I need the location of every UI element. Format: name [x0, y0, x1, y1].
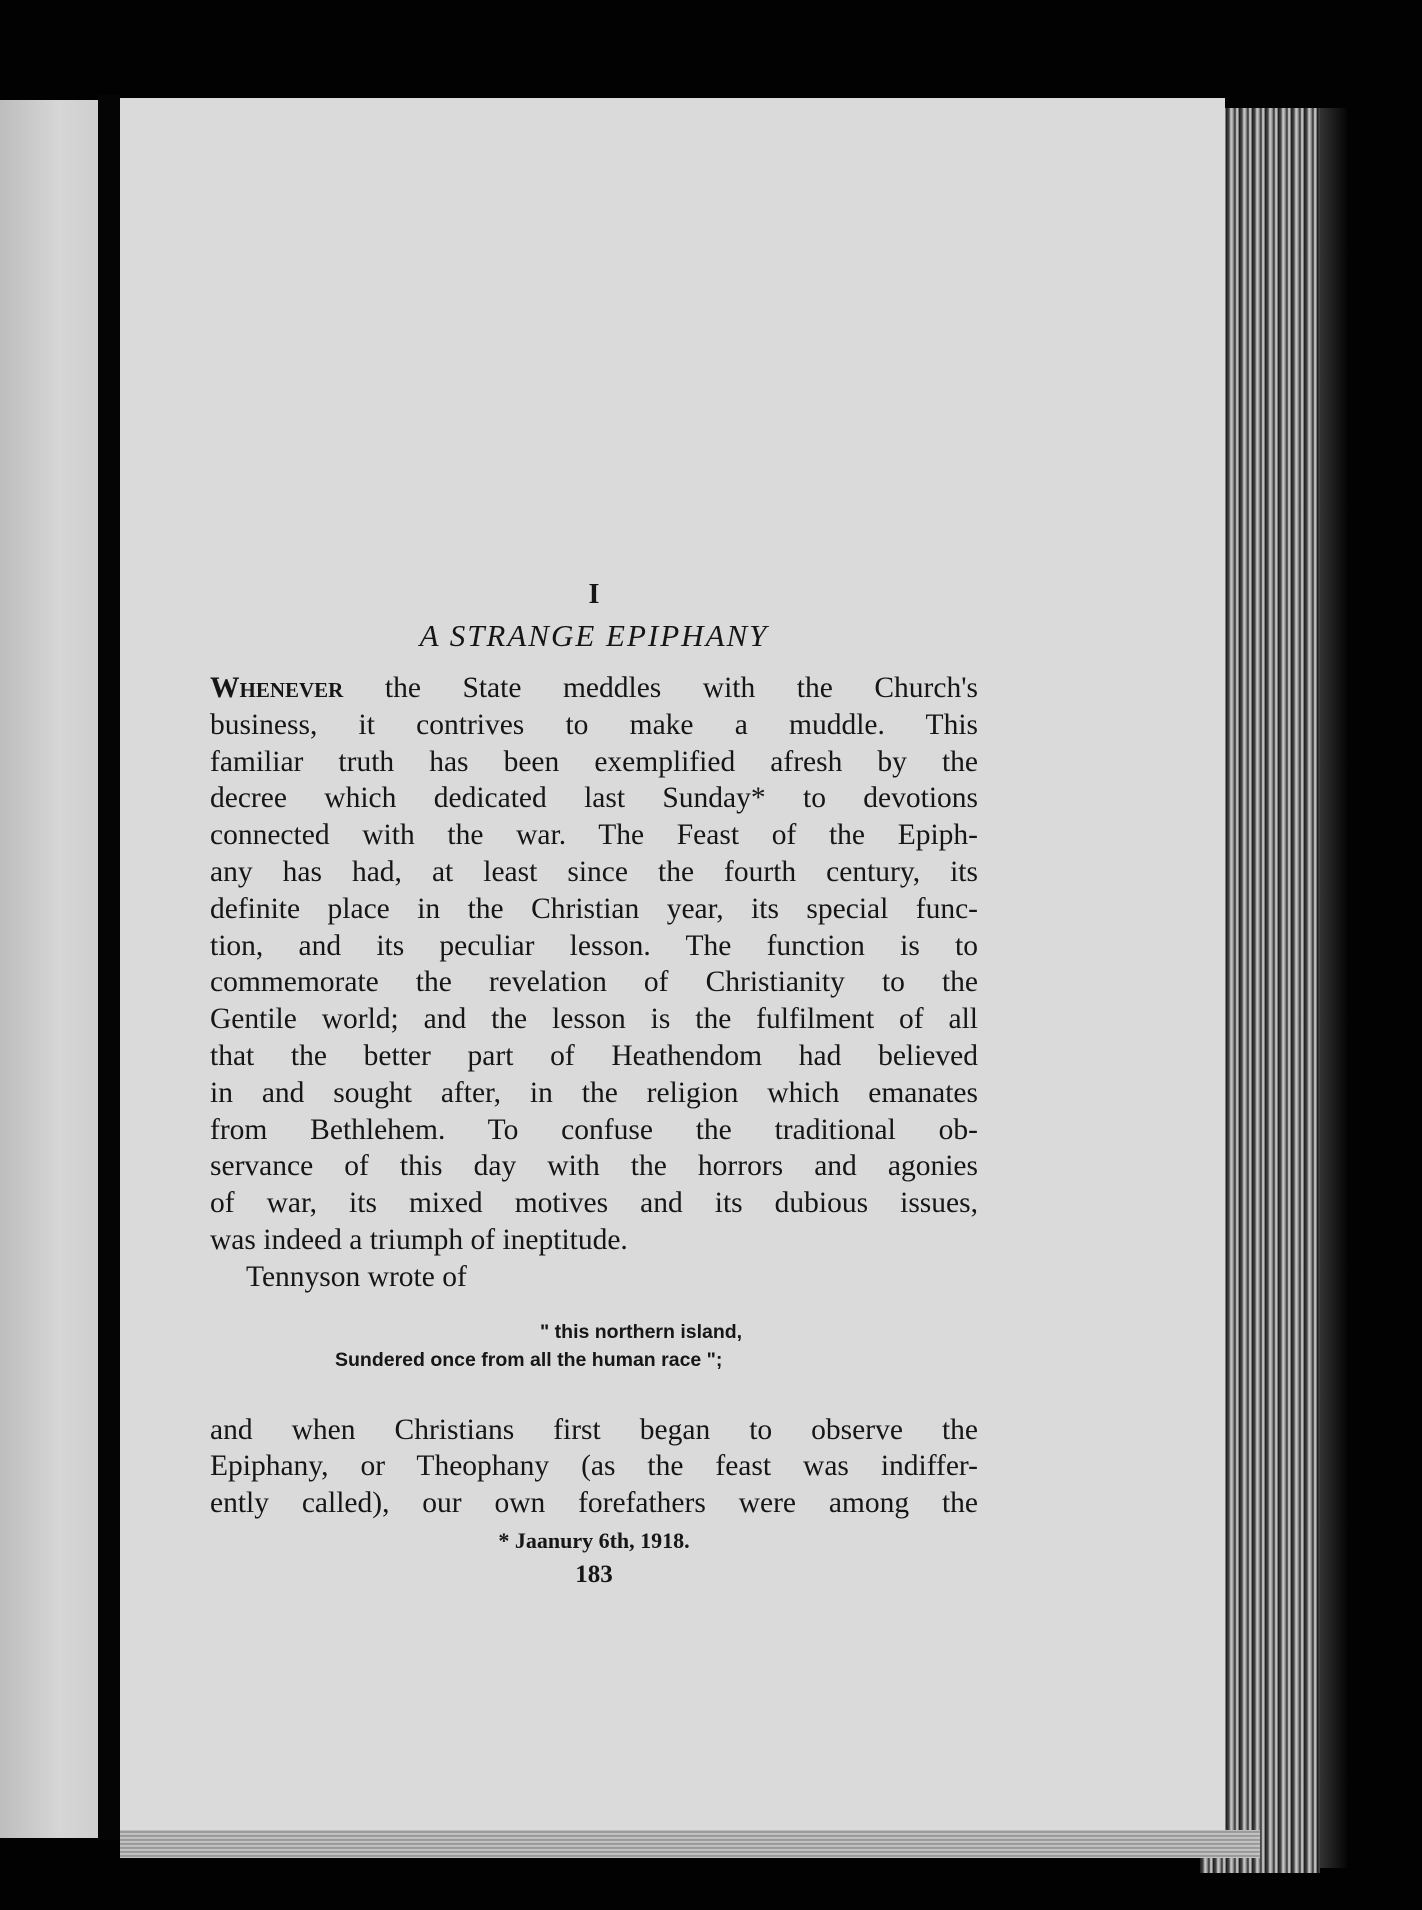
text-line: from Bethlehem. To confuse the traditional ob- — [210, 1113, 978, 1146]
lead-word: Whenever — [210, 672, 344, 704]
previous-page-edge — [0, 100, 98, 1838]
text-line-part: the State meddles with the Church's — [343, 672, 978, 704]
text-line: and when Christians first began to observe the — [210, 1413, 978, 1446]
footnote: * Jaanury 6th, 1918. — [498, 1527, 690, 1553]
text-line: business, it contrives to make a muddle. This — [210, 708, 978, 741]
text-line: tion, and its peculiar lesson. The function is to — [210, 929, 978, 962]
chapter-number: I — [588, 579, 600, 610]
book-gutter — [98, 95, 120, 1840]
text-line: connected with the war. The Feast of the Epiph- — [210, 819, 978, 852]
chapter-title: A STRANGE EPIPHANY — [419, 618, 769, 653]
paragraph-3 — [210, 1412, 978, 1522]
book-edge-shadow — [1320, 108, 1350, 1868]
text-line: familiar truth has been exemplified afresh by the — [210, 745, 978, 778]
text-line: ently called), our own forefathers were among the — [210, 1487, 978, 1520]
text-line: was indeed a triumph of ineptitude. — [210, 1223, 628, 1256]
paragraph-2: Tennyson wrote of — [246, 1260, 467, 1293]
text-line: servance of this day with the horrors and agonies — [210, 1150, 978, 1183]
page-edges-bottom — [120, 1830, 1260, 1858]
text-line: that the better part of Heathendom had believed — [210, 1039, 978, 1072]
text-line: in and sought after, in the religion which emanates — [210, 1076, 978, 1109]
quote-line-1: " this northern island, — [540, 1320, 743, 1343]
text-line: Gentile world; and the lesson is the fulfilment of all — [210, 1003, 978, 1036]
block-quote — [210, 1318, 978, 1374]
text-line — [210, 670, 978, 707]
page-content — [210, 578, 978, 1592]
text-line: decree which dedicated last Sunday* to devotions — [210, 782, 978, 815]
text-line: any has had, at least since the fourth century, its — [210, 855, 978, 888]
quote-line-2: Sundered once from all the human race "; — [335, 1348, 723, 1371]
text-line: of war, its mixed motives and its dubious issues, — [210, 1187, 978, 1220]
paragraph-1 — [210, 670, 978, 1259]
page-number: 183 — [575, 1560, 613, 1588]
text-line: definite place in the Christian year, its special func- — [210, 892, 978, 925]
text-line: commemorate the revelation of Christianity to the — [210, 966, 978, 999]
text-line: Epiphany, or Theophany (as the feast was indiffer- — [210, 1450, 978, 1483]
